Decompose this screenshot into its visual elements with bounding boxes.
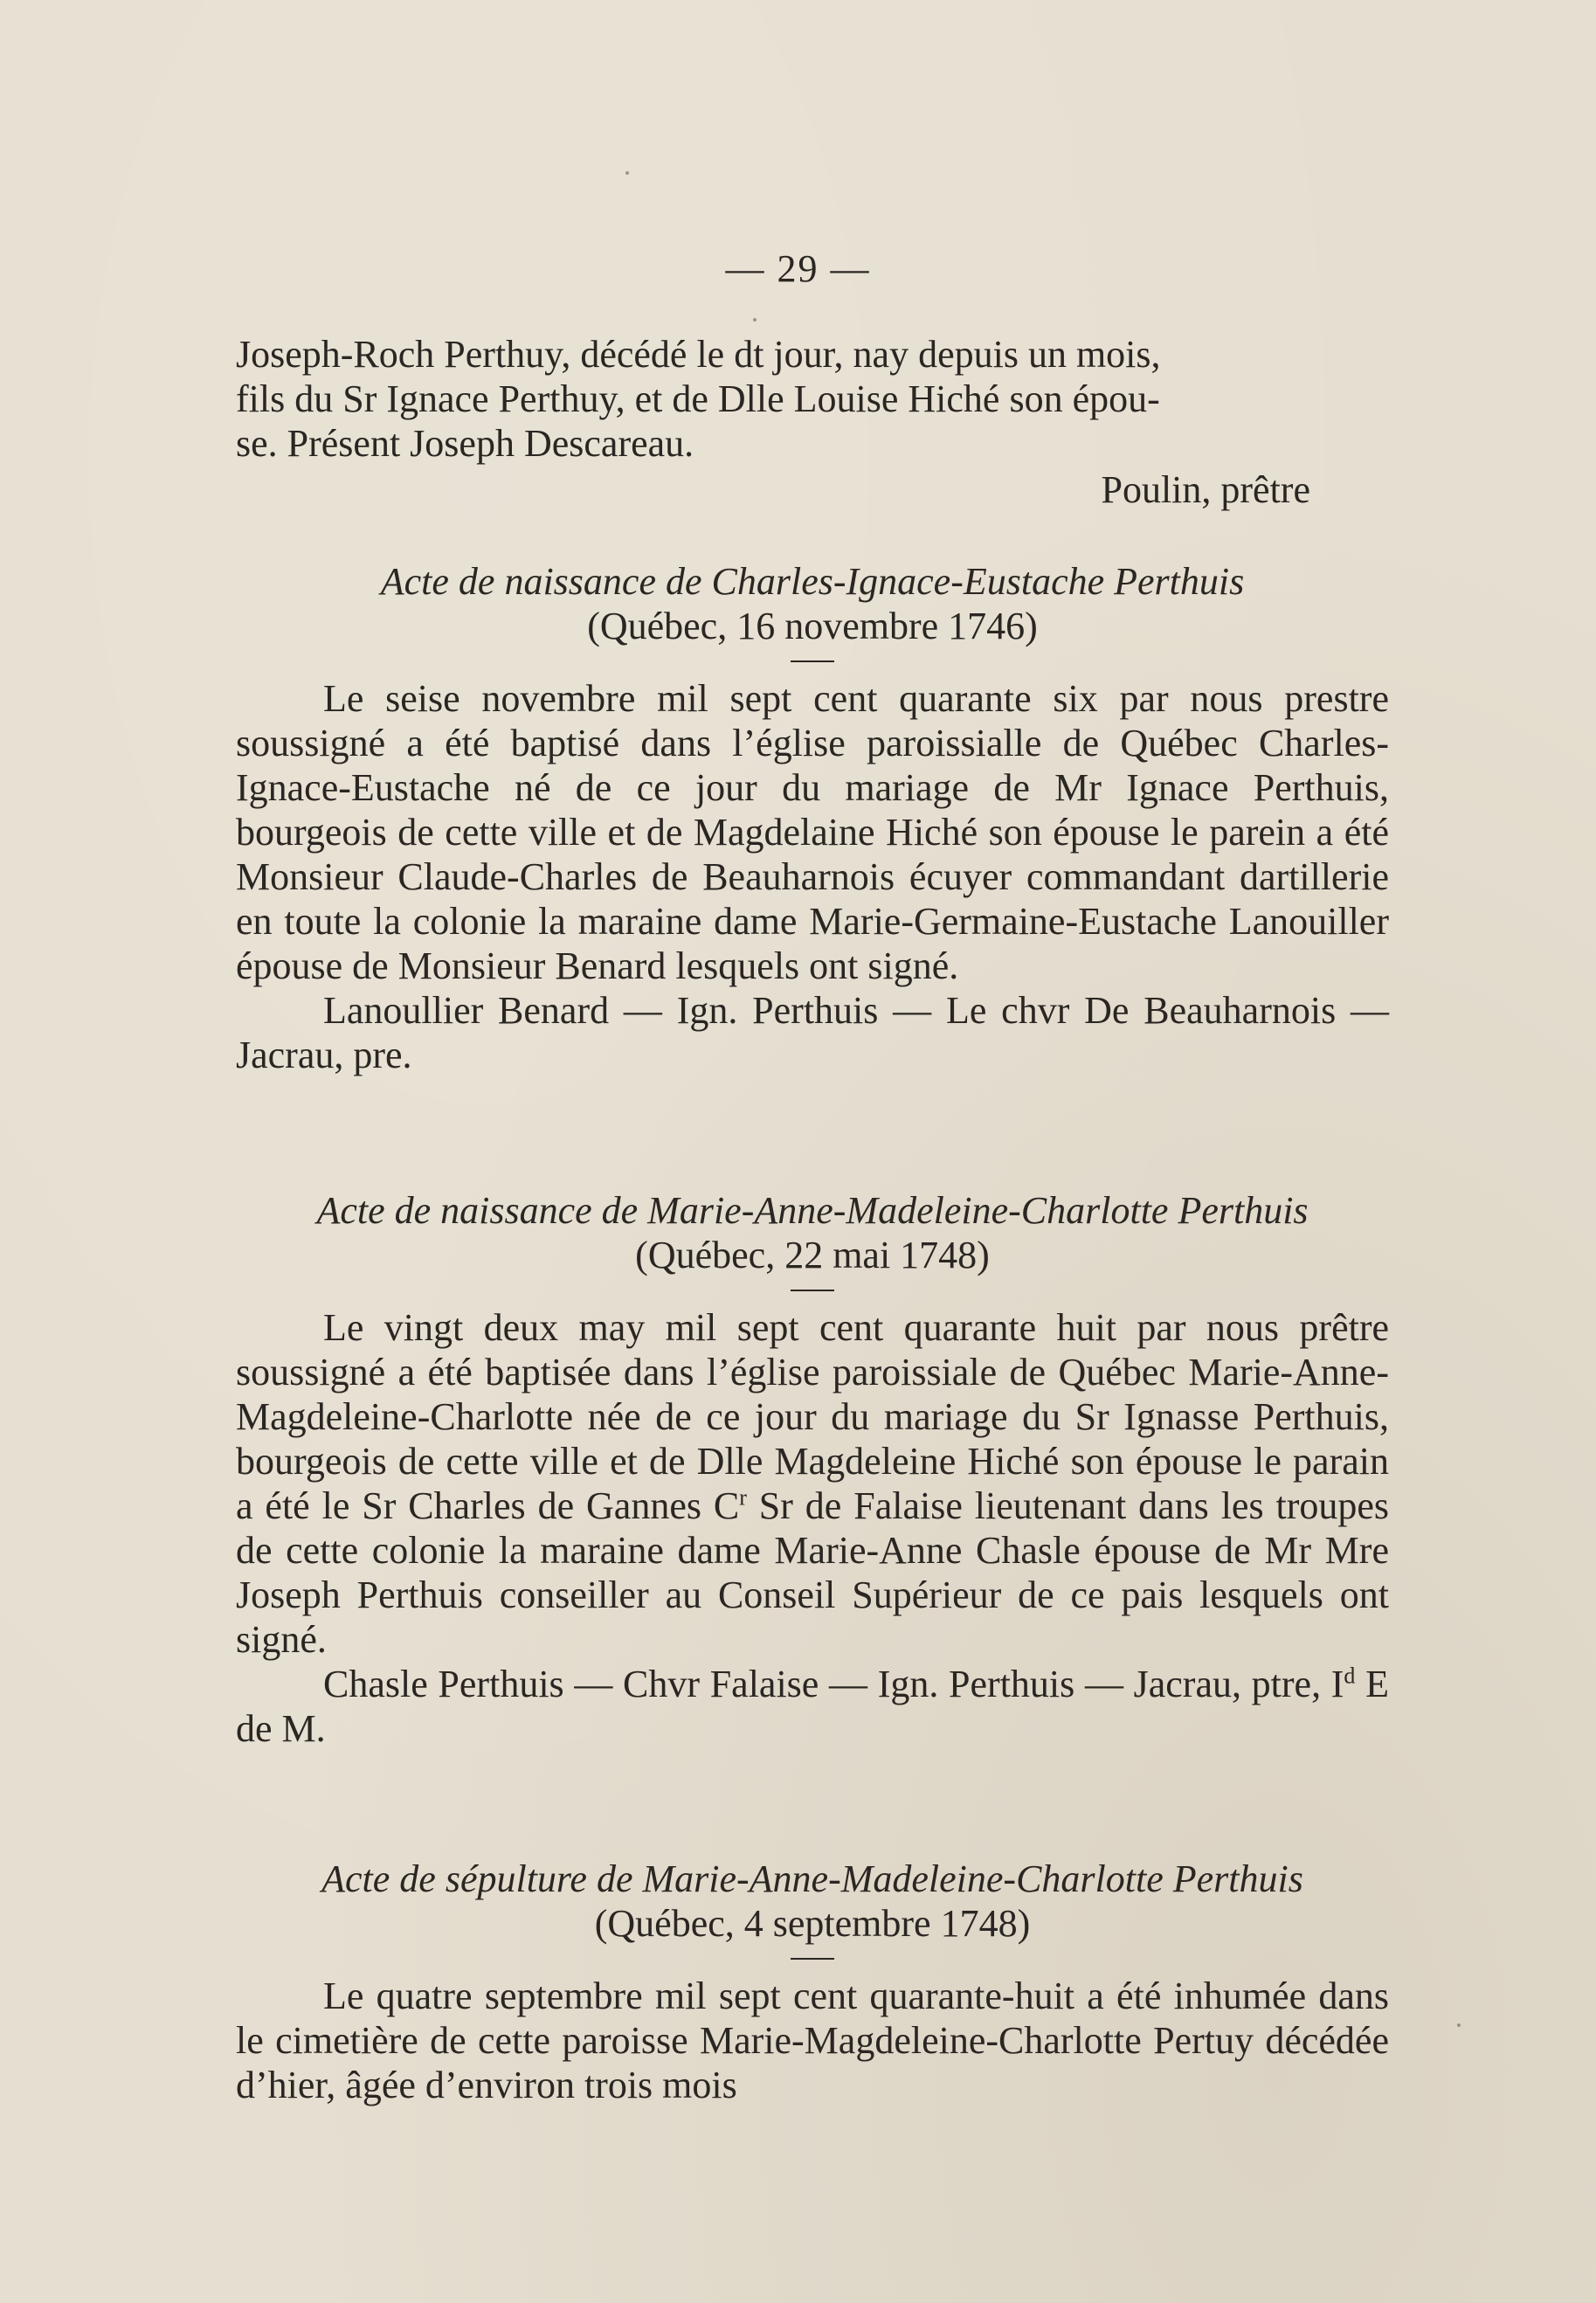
section-rule [791, 660, 834, 662]
place-date: (Québec, 22 mai 1748) [635, 1234, 990, 1276]
entry-continuation [236, 332, 1389, 512]
record-heading-place-date [236, 1233, 1389, 1277]
record-signatures: Lanoullier Benard — Ign. Perthuis — Le chvr De Beauharnois — Jacrau, pre. [236, 989, 1389, 1076]
record-body: Le quatre septembre mil sept cent quarante-huit a été inhumée dans le cimetière de cette paroisse Marie-Magdeleine-Charlotte Pertuy décédée d’hier, âgée d’environ trois mois [236, 1974, 1389, 2106]
superscript: r [739, 1484, 747, 1511]
record-heading-place-date [236, 1901, 1389, 1946]
paper-speck [753, 318, 757, 322]
record-signatures [236, 1662, 1389, 1751]
birth-record-charles [236, 559, 1389, 1077]
record-heading: Acte de sépulture de Marie-Anne-Madeleine-Charlotte Perthuis [321, 1857, 1303, 1900]
record-body-text: Sr de Falaise lieutenant dans les troupes de cette colonie la maraine dame Marie-Anne Chasle épouse de Mr Mre Joseph Perthuis conseiller au Conseil Supérieur de ce pais lesquels ont signé. [236, 1484, 1390, 1661]
record-heading: Acte de naissance de Marie-Anne-Madeleine-Charlotte Perthuis [316, 1189, 1309, 1232]
birth-record-marie-anne [236, 1188, 1389, 1751]
record-body-text: Le vingt deux may mil sept cent quarante huit par nous prêtre soussigné a été baptisée dans l’église paroissiale de Québec Marie-Anne-Magdeleine-Charlotte née de ce jour du mariage du Sr Ignasse Perthuis, bourgeois de cette ville et de Dlle Magdeleine Hiché son épouse le parain a été le Sr Charles de Gannes C [236, 1306, 1389, 1527]
place-date: (Québec, 16 novembre 1746) [587, 605, 1038, 647]
record-body: Le seise novembre mil sept cent quarante six par nous prestre soussigné a été baptisé dans l’église paroissialle de Québec Charles-Ignace-Eustache né de ce jour du mariage de Mr Ignace Perthuis, bourgeois de cette ville et de Magdelaine Hiché son épouse le parein a été Monsieur Claude-Charles de Beauharnois écuyer commandant dartillerie en toute la colonie la maraine dame Marie-Germaine-Eustache Lanouiller épouse de Monsieur Benard lesquels ont signé. [236, 677, 1389, 987]
priest-signature: Poulin, prêtre [1101, 468, 1310, 511]
text-line: se. Présent Joseph Descareau. [236, 422, 694, 465]
place-date: (Québec, 4 septembre 1748) [594, 1902, 1031, 1945]
burial-record-marie-anne [236, 1857, 1389, 2107]
signatures-text: E de M. [236, 1663, 1389, 1750]
superscript: d [1344, 1663, 1356, 1689]
paper-speck [1457, 2023, 1461, 2027]
section-rule [791, 1958, 834, 1960]
record-heading-place-date [236, 604, 1389, 648]
record-body [236, 1305, 1389, 1662]
paper-speck [625, 171, 629, 175]
text-line: Joseph-Roch Perthuy, décédé le dt jour, nay depuis un mois, [236, 333, 1161, 376]
signatures-text: Chasle Perthuis — Chvr Falaise — Ign. Perthuis — Jacrau, ptre, I [323, 1663, 1344, 1705]
section-rule [791, 1290, 834, 1291]
text-line: fils du Sr Ignace Perthuy, et de Dlle Louise Hiché son épou- [236, 377, 1160, 420]
record-heading: Acte de naissance de Charles-Ignace-Eustache Perthuis [380, 560, 1245, 603]
page-number: — 29 — [725, 247, 871, 290]
